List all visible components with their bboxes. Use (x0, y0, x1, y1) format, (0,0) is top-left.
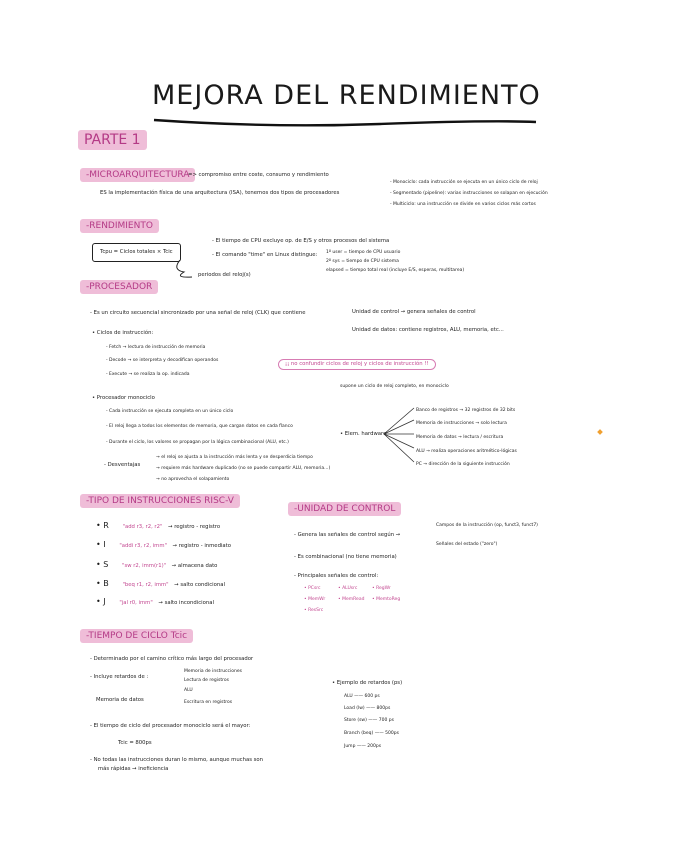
stray-mark (597, 429, 603, 435)
rend-sub: 1º user = tiempo de CPU usuario (326, 250, 401, 255)
type-example: "jal r0, imm" (119, 600, 153, 606)
mono-item: - Durante el ciclo, los valores se propagan por la lógica combinacional (ALU, etc.) (106, 440, 289, 445)
micro-type: - Multiciclo: una instrucción se divide en varios ciclos más cortos (390, 202, 536, 207)
ejemplo-label: Load (lw) (344, 706, 365, 711)
micro-type: - Monociclo: cada instrucción se ejecuta en un único ciclo de reloj (390, 180, 538, 185)
ejemplo-label: ALU (344, 694, 353, 699)
formula-box: Tcpu = Ciclos totales × Tcic (92, 243, 181, 262)
desventaja-item: → no aprovecha el solapamiento (156, 477, 230, 482)
retardo-item: ALU (184, 688, 193, 693)
micro-type: - Segmentado (pipeline): varias instrucciones se solapan en ejecución (390, 191, 548, 196)
ejemplo-row: Store (sw) —— 700 ps (344, 718, 394, 723)
control-signal: • PCsrc (304, 586, 321, 591)
page-title: MEJORA DEL RENDIMIENTO (152, 80, 541, 111)
instruction-type-row (96, 541, 231, 550)
type-letter: • S (96, 560, 109, 569)
type-desc: → registro - registro (168, 524, 221, 530)
ejemplo-row: ALU —— 600 ps (344, 694, 380, 699)
type-desc: → almacena dato (171, 563, 218, 569)
section-heading-tiempo: -TIEMPO DE CICLO Tcic (80, 629, 193, 643)
elem-item: Banco de registros → 32 registros de 32 bits (416, 408, 516, 413)
rend-sub: elapsed = tiempo total real (incluye E/S, esperas, multitarea) (326, 268, 465, 273)
section-heading-microarquitectura: -MICROARQUITECTURA (80, 168, 195, 182)
type-letter: • B (96, 579, 109, 588)
section-heading-tipos: -TIPO DE INSTRUCCIONES RISC-V (80, 494, 240, 508)
curved-arrow-icon (170, 260, 200, 282)
ejemplo-label: Store (sw) (344, 718, 367, 723)
elem-item: Memoria de instrucciones → solo lectura (416, 421, 507, 426)
tiempo-line: más rápidas → ineficiencia (98, 766, 169, 772)
instruction-type-row (96, 598, 214, 607)
desventaja-item: → requiere más hardware duplicado (no se puede compartir ALU, memoria...) (156, 466, 331, 471)
control-line: - Principales señales de control: (294, 573, 379, 579)
mono-title: • Procesador monociclo (92, 395, 155, 401)
control-signal: • ResSrc (304, 608, 324, 613)
ejemplo-row: Load (lw) —— 800ps (344, 706, 391, 711)
type-letter: • J (96, 597, 106, 606)
ejemplo-title: • Ejemplo de retardos (ps) (332, 680, 403, 686)
elem-item: PC → dirección de la siguiente instrucción (416, 462, 510, 467)
mono-item: - Cada instrucción se ejecuta completa en un único ciclo (106, 409, 234, 414)
control-line: - Genera las señales de control según → (294, 532, 401, 538)
proc-unit: Unidad de datos: contiene registros, ALU, memoria, etc... (352, 327, 504, 333)
type-desc: → salto incondicional (158, 600, 214, 606)
ejemplo-row: Jump —— 200ps (344, 744, 382, 749)
control-line: - Es combinacional (no tiene memoria) (294, 554, 397, 560)
type-example: "beq r1, r2, imm" (122, 582, 169, 588)
control-signal: • MemRead (338, 597, 365, 602)
ejemplo-value: 600 ps (364, 694, 380, 699)
micro-note: => compromiso entre coste, consumo y rendimiento (188, 172, 329, 178)
control-signal: • RegWr (372, 586, 391, 591)
control-signal: • MemWr (304, 597, 326, 602)
ciclo-item: - Decode → se interpreta y decodifican operandos (106, 358, 219, 363)
type-letter: • R (96, 521, 109, 530)
title-underline (150, 112, 540, 132)
instruction-type-row (96, 561, 217, 570)
ejemplo-label: Branch (beq) (344, 731, 374, 736)
micro-definition: ES la implementación física de una arquitectura (ISA), tenemos dos tipos de procesadores (100, 190, 340, 196)
tiempo-line: - Determinado por el camino crítico más largo del procesador (90, 656, 254, 662)
branch-arrows-icon (382, 406, 418, 466)
mono-item: - El reloj llega a todos los elementos de memoria, que cargan datos en cada flanco (106, 424, 293, 429)
type-example: "add r3, r2, r2" (122, 524, 163, 530)
type-example: "sw r2, imm(r1)" (122, 563, 167, 569)
memoria-datos-label: Memoria de datos (96, 697, 144, 703)
section-heading-procesador: -PROCESADOR (80, 280, 158, 294)
rend-line: - El tiempo de CPU excluye op. de E/S y otros procesos del sistema (212, 238, 390, 244)
retardo-item: Memoria de instrucciones (184, 669, 242, 674)
type-example: "addi r3, r2, imm" (119, 543, 167, 549)
rend-sub: 2º sys = tiempo de CPU sistema (326, 259, 399, 264)
tcic-formula: Tcic = 800ps (118, 740, 152, 746)
elem-item: ALU → realiza operaciones aritmético-lógicas (416, 449, 517, 454)
type-desc: → salto condicional (174, 582, 225, 588)
proc-unit: Unidad de control → genera señales de control (352, 309, 476, 315)
proc-definition: - Es un circuito secuencial sincronizado por una señal de reloj (CLK) que contiene (90, 310, 306, 316)
elem-item: Memoria de datos → lectura / escritura (416, 435, 504, 440)
control-target: Campos de la instrucción (op, funct3, funct7) (436, 523, 538, 528)
type-desc: → registro - inmediato (172, 543, 231, 549)
desventajas-label: - Desventajas (104, 462, 141, 468)
ejemplo-row: Branch (beq) —— 500ps (344, 731, 399, 736)
retardo-item: Lectura de registros (184, 678, 229, 683)
ejemplo-value: 700 ps (378, 718, 394, 723)
control-signal: • ALUsrc (338, 586, 358, 591)
control-target: Señales del estado ("zero") (436, 542, 498, 547)
type-letter: • I (96, 540, 106, 549)
rend-line: - El comando "time" en Linux distingue: (212, 252, 318, 258)
section-heading-control: -UNIDAD DE CONTROL (288, 502, 401, 516)
section-heading-rendimiento: -RENDIMIENTO (80, 219, 159, 233)
elem-hardware-label: • Elem. hardware (340, 431, 387, 437)
ejemplo-label: Jump (344, 744, 356, 749)
control-signal: • MemtoReg (372, 597, 401, 602)
desventaja-item: → el reloj se ajusta a la instrucción más lenta y se desperdicia tiempo (156, 455, 313, 460)
ciclo-item: - Execute → se realiza la op. indicada (106, 372, 190, 377)
ejemplo-value: 800ps (376, 706, 391, 711)
callout-box: ¡¡ no confundir ciclos de reloj y ciclos de instrucción !! (278, 359, 436, 370)
periodo-label: periodos del reloj(s) (198, 272, 251, 278)
part-heading: PARTE 1 (78, 130, 147, 150)
ciclo-title: • Ciclos de instrucción: (92, 330, 154, 336)
retardos-label: - Incluye retardos de : (90, 674, 149, 680)
instruction-type-row (96, 522, 220, 531)
tiempo-line: - No todas las instrucciones duran lo mismo, aunque muchas son (90, 757, 264, 763)
retardo-item: Escritura en registros (184, 700, 233, 705)
callout-note: supone un ciclo de reloj completo, en monociclo (340, 384, 449, 389)
tiempo-line: - El tiempo de ciclo del procesador monociclo será el mayor: (90, 723, 251, 729)
ejemplo-value: 500ps (385, 731, 399, 736)
instruction-type-row (96, 580, 225, 589)
ejemplo-value: 200ps (367, 744, 382, 749)
ciclo-item: - Fetch → lectura de instrucción de memoria (106, 345, 206, 350)
